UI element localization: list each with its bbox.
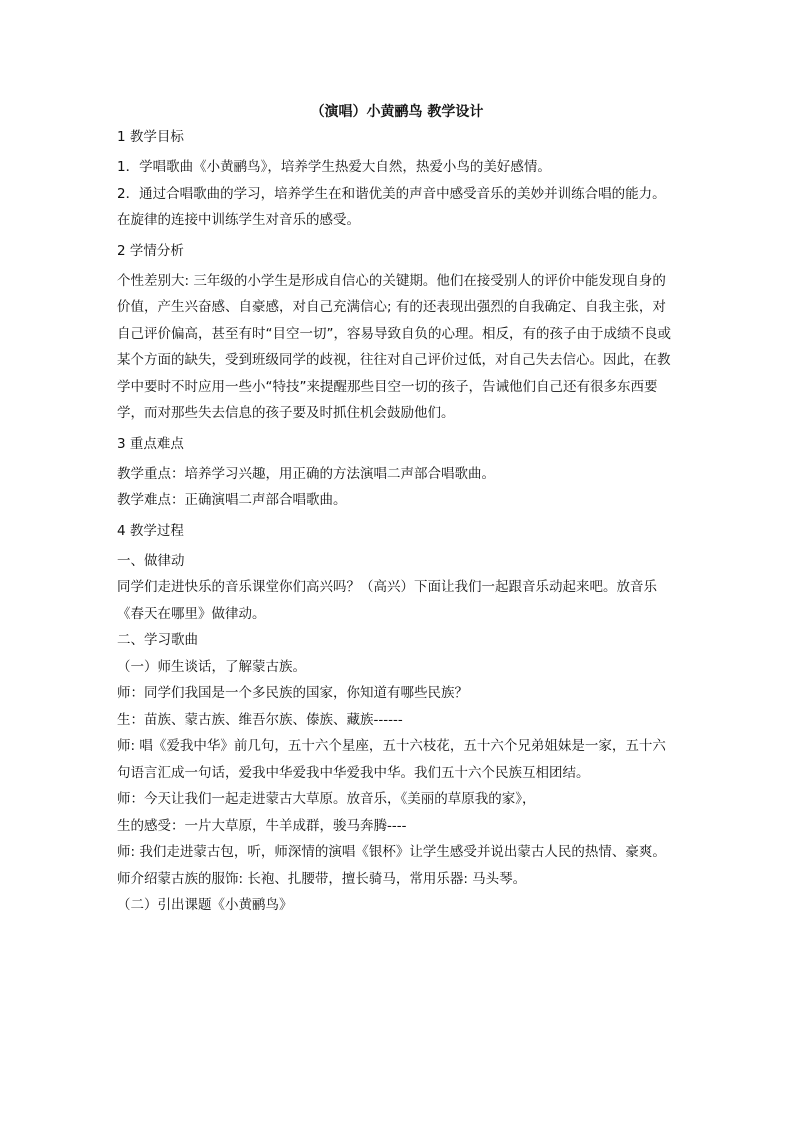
step-1-paragraph: 同学们走进快乐的音乐课堂你们高兴吗？（高兴）下面让我们一起跟音乐动起来吧。放音乐《春天在哪里》做律动。 bbox=[117, 579, 657, 622]
step-1-heading: 一、做律动 bbox=[117, 552, 185, 569]
document-title: （演唱）小黄鹂鸟 教学设计 bbox=[310, 104, 484, 120]
teacher-today-line: 师：今天让我们一起走进蒙古大草原。放音乐，《美丽的草原我的家》， bbox=[117, 791, 536, 807]
document-page bbox=[117, 104, 677, 919]
student-feeling-line: 生的感受：一片大草原，牛羊成群，骏马奔腾---- bbox=[117, 817, 407, 834]
section-heading-key-points: 3 重点难点 bbox=[117, 435, 184, 452]
sub-step-2-heading: （二）引出课题《小黄鹂鸟》 bbox=[117, 897, 293, 913]
difficult-point-text: 教学难点：正确演唱二声部合唱歌曲。 bbox=[117, 492, 347, 508]
teacher-yurt-paragraph: 师: 我们走进蒙古包，听，师深情的演唱《银杯》让学生感受并说出蒙古人民的热情、豪爽。师介绍蒙古族的服饰: 长袍、扎腰带，擅长骑马，常用乐器: 马头琴。 bbox=[117, 844, 666, 887]
section-heading-analysis: 2 学情分析 bbox=[117, 242, 184, 259]
sub-step-1-heading: （一）师生谈话，了解蒙古族。 bbox=[117, 658, 306, 675]
step-2-heading: 二、学习歌曲 bbox=[117, 632, 198, 648]
section-heading-process: 4 教学过程 bbox=[117, 522, 184, 539]
objective-item-2: 2．通过合唱歌曲的学习，培养学生在和谐优美的声音中感受音乐的美妙并训练合唱的能力。在旋律的连接中训练学生对音乐的感受。 bbox=[117, 185, 666, 228]
key-point-text: 教学重点：培养学习兴趣，用正确的方法演唱二声部合唱歌曲。 bbox=[117, 465, 495, 482]
analysis-paragraph: 个性差别大: 三年级的小学生是形成自信心的关键期。他们在接受别人的评价中能发现自身的价值，产生兴奋感、自豪感，对自己充满信心; 有的还表现出强烈的自我确定、自我主张，对自己评价偏高，甚至有时“目空一切”，容易导致自负的心理。相反，有的孩子由于成绩不良或某个方面的缺失，受到班级同学的歧视，往往对自己评价过低，对自己失去信心。因此，在教学中要时不时应用一些小“特技”来提醒那些目空一切的孩子，告诫他们自己还有很多东西要学，而对那些失去信息的孩子要及时抓住机会鼓励他们。 bbox=[117, 272, 671, 421]
student-answer: 生：苗族、蒙古族、维吾尔族、傣族、藏族------ bbox=[117, 711, 403, 728]
teacher-song-paragraph: 师: 唱《爱我中华》前几句，五十六个星座，五十六枝花，五十六个兄弟姐妹是一家，五十六句语言汇成一句话，爱我中华爱我中华爱我中华。我们五十六个民族互相团结。 bbox=[117, 738, 666, 781]
objective-item-1: 1．学唱歌曲《小黄鹂鸟》，培养学生热爱大自然，热爱小鸟的美好感情。 bbox=[117, 159, 551, 175]
section-heading-objectives: 1 教学目标 bbox=[117, 129, 184, 145]
teacher-question: 师：同学们我国是一个多民族的国家，你知道有哪些民族？ bbox=[117, 685, 468, 701]
